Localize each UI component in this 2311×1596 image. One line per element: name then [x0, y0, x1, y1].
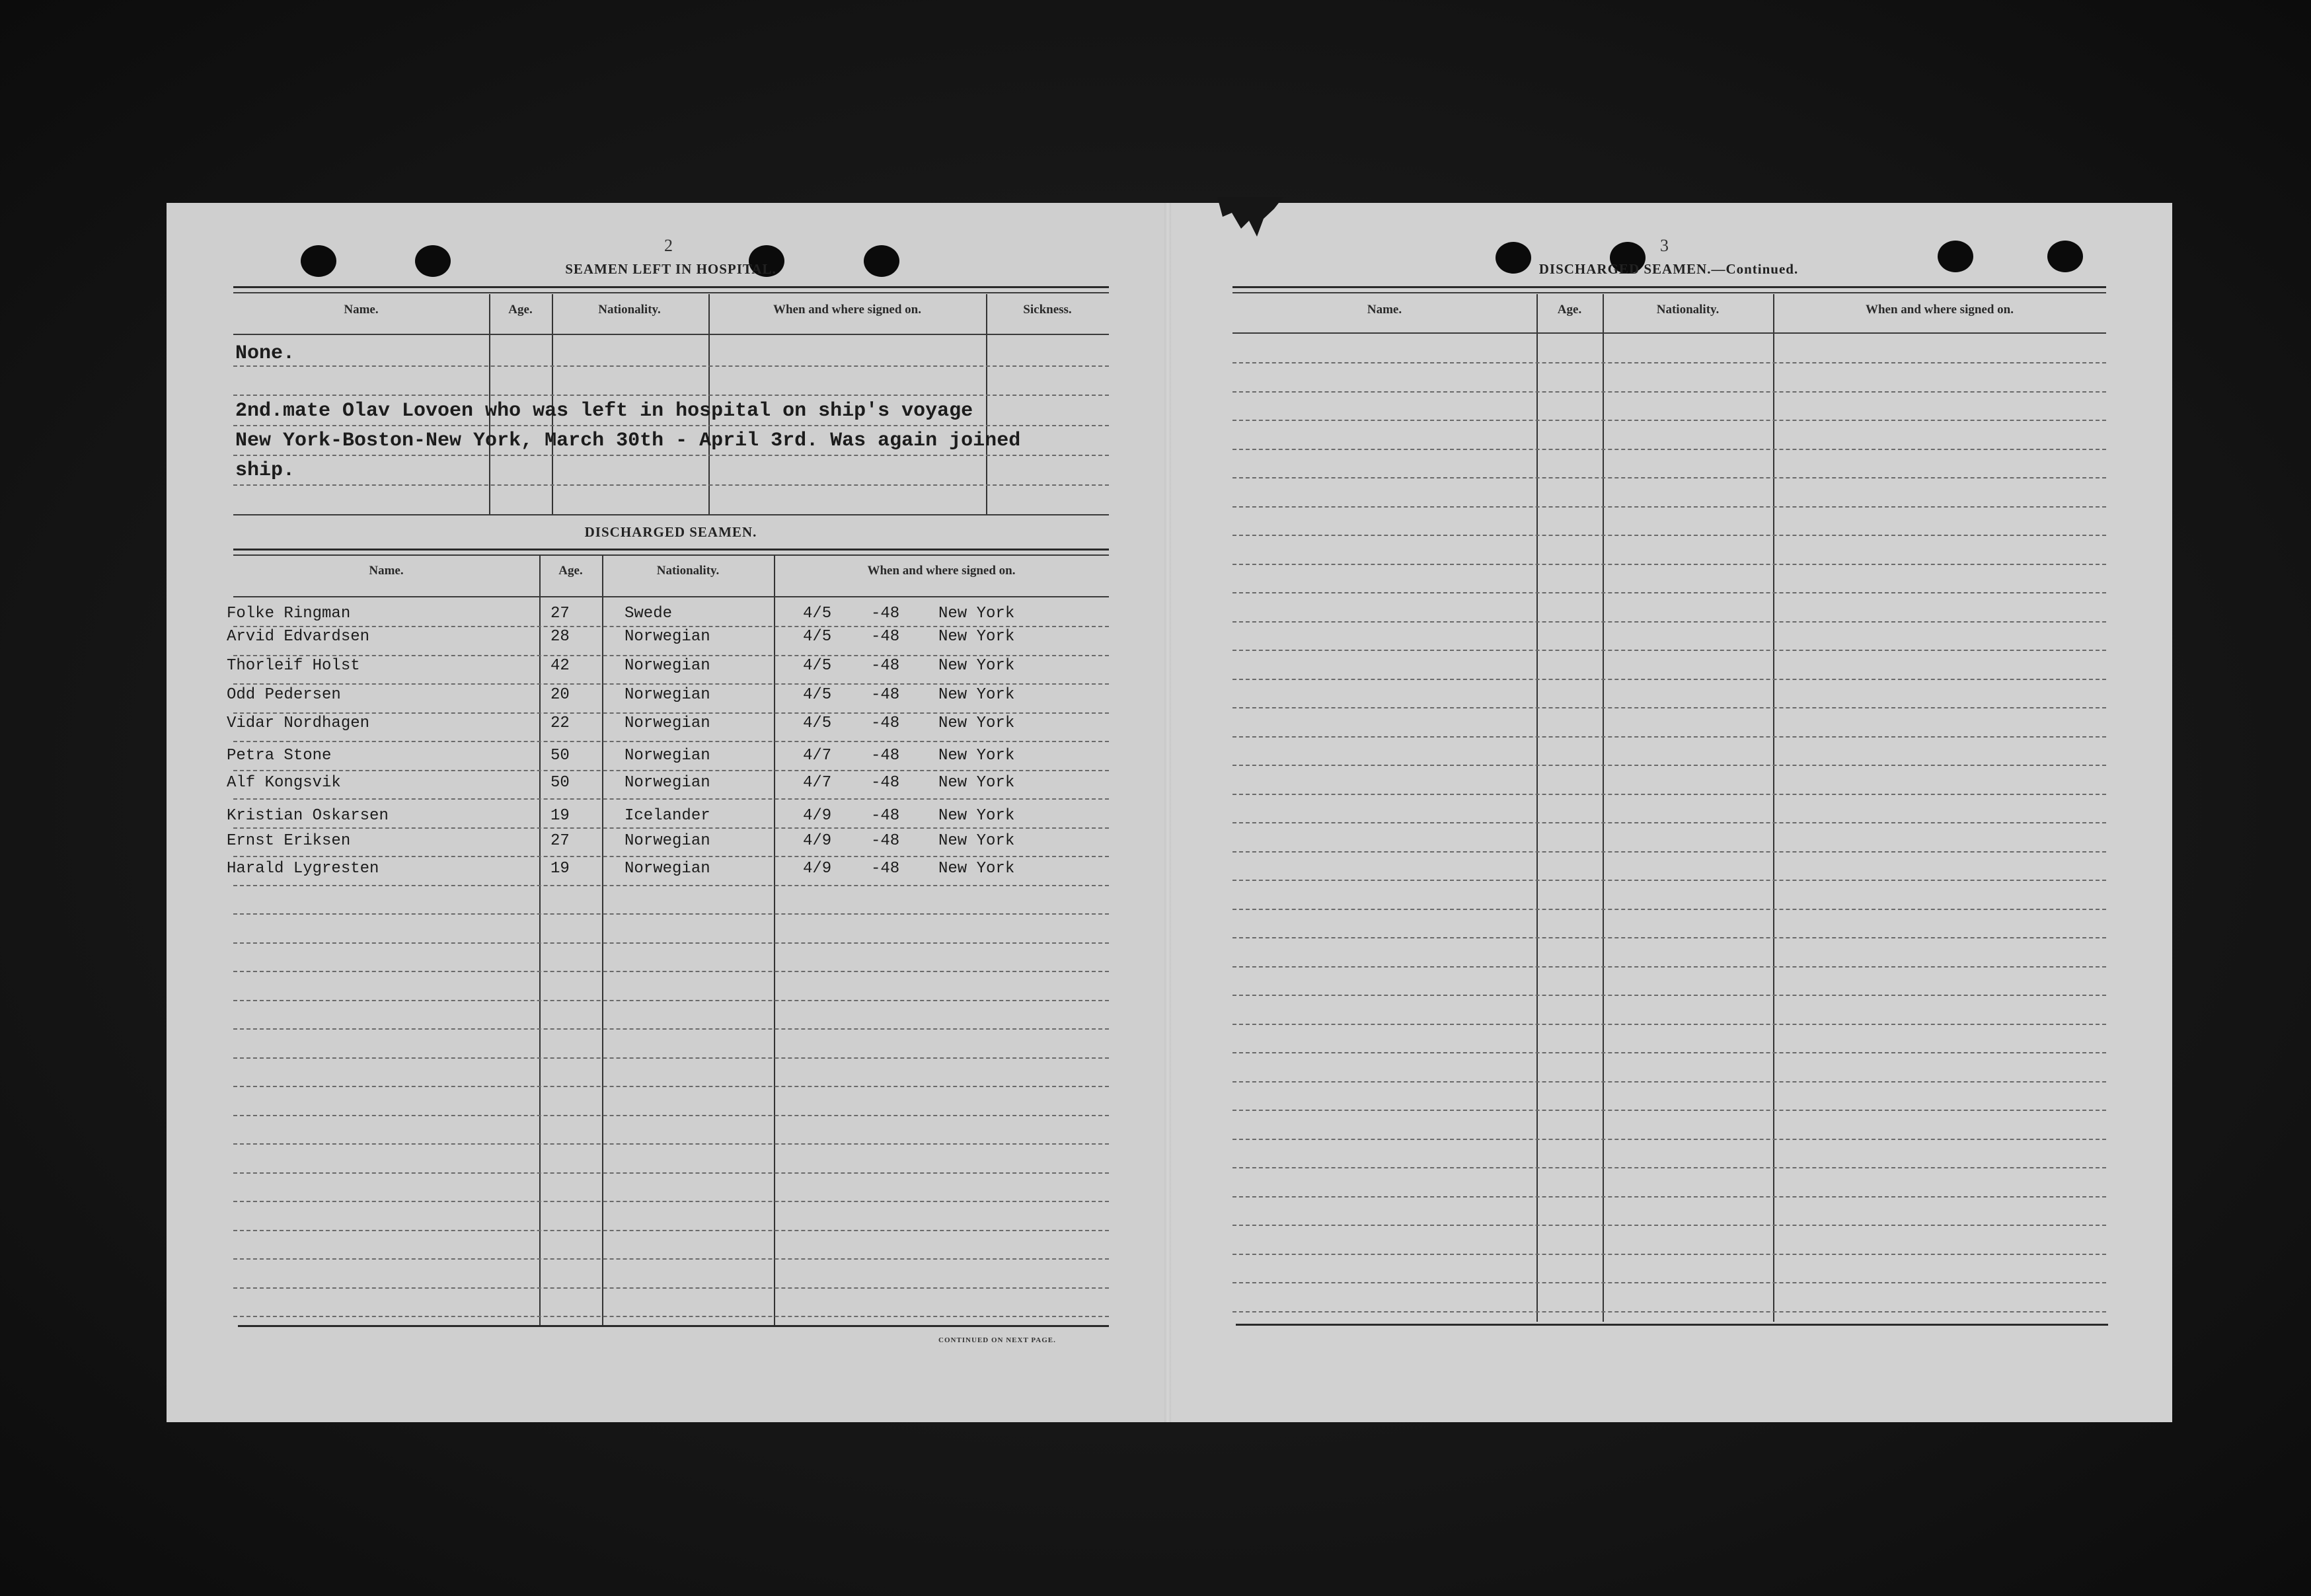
dotted-rule: [233, 1258, 1109, 1260]
dotted-rule: [1232, 1196, 2106, 1197]
dotted-rule: [233, 885, 1109, 886]
column-divider: [774, 555, 775, 1325]
seaman-name: Thorleif Holst: [227, 657, 360, 675]
punch-hole: [1938, 241, 1973, 272]
col-nationality-header: Nationality.: [1656, 303, 1720, 317]
hospital-entry: 2nd.mate Olav Lovoen who was left in hospital on ship's voyage: [235, 400, 973, 422]
col-signed-on-header: When and where signed on.: [773, 303, 921, 317]
rule: [233, 292, 1109, 293]
dotted-rule: [1232, 1254, 2106, 1255]
seaman-nationality: Norwegian: [625, 714, 710, 732]
dotted-rule: [233, 856, 1109, 857]
dotted-rule: [233, 712, 1109, 714]
rule: [233, 554, 1109, 556]
signed-on-date: 4/9: [803, 860, 832, 878]
col-age-header: Age.: [508, 303, 533, 317]
col-name-header: Name.: [344, 303, 379, 317]
dotted-rule: [1232, 995, 2106, 996]
signed-on-place: New York: [938, 714, 1015, 732]
dotted-rule: [233, 913, 1109, 915]
seaman-name: Folke Ringman: [227, 605, 351, 623]
dotted-rule: [1232, 650, 2106, 651]
seaman-name: Arvid Edvardsen: [227, 628, 370, 646]
dotted-rule: [233, 484, 1109, 486]
seaman-age: 27: [550, 605, 570, 623]
rule: [233, 334, 1109, 335]
signed-on-year: -48: [871, 686, 900, 704]
signed-on-place: New York: [938, 605, 1015, 623]
dotted-rule: [233, 798, 1109, 800]
seaman-age: 20: [550, 686, 570, 704]
signed-on-date: 4/9: [803, 832, 832, 850]
dotted-rule: [1232, 420, 2106, 421]
dotted-rule: [1232, 707, 2106, 708]
signed-on-year: -48: [871, 774, 900, 792]
signed-on-year: -48: [871, 714, 900, 732]
dotted-rule: [233, 1201, 1109, 1202]
seaman-age: 50: [550, 747, 570, 765]
column-divider: [602, 555, 603, 1325]
dotted-rule: [1232, 362, 2106, 363]
rule: [233, 514, 1109, 515]
discharged-section-title: DISCHARGED SEAMEN.: [584, 524, 757, 540]
signed-on-year: -48: [871, 628, 900, 646]
dotted-rule: [233, 626, 1109, 627]
dotted-rule: [1232, 736, 2106, 738]
seaman-age: 28: [550, 628, 570, 646]
signed-on-place: New York: [938, 686, 1015, 704]
dotted-rule: [1232, 1052, 2106, 1053]
dotted-rule: [1232, 449, 2106, 450]
col-nationality-header: Nationality.: [656, 564, 720, 578]
signed-on-year: -48: [871, 747, 900, 765]
dotted-rule: [1232, 966, 2106, 968]
dotted-rule: [1232, 909, 2106, 910]
seaman-age: 22: [550, 714, 570, 732]
dotted-rule: [1232, 1139, 2106, 1140]
page-number: 2: [664, 236, 673, 255]
signed-on-year: -48: [871, 832, 900, 850]
dotted-rule: [233, 1000, 1109, 1001]
rule: [1232, 286, 2106, 288]
col-name-header: Name.: [1367, 303, 1402, 317]
rule: [233, 549, 1109, 551]
page-fold: [1164, 203, 1171, 1422]
dotted-rule: [1232, 477, 2106, 478]
seaman-nationality: Icelander: [625, 807, 710, 825]
hospital-entry: None.: [235, 342, 295, 365]
dotted-rule: [233, 1115, 1109, 1116]
signed-on-place: New York: [938, 807, 1015, 825]
dotted-rule: [1232, 880, 2106, 881]
signed-on-date: 4/5: [803, 628, 832, 646]
punch-hole: [864, 245, 899, 277]
dotted-rule: [233, 1287, 1109, 1289]
dotted-rule: [233, 942, 1109, 944]
col-age-header: Age.: [558, 564, 583, 578]
dotted-rule: [233, 365, 1109, 367]
hospital-entry: New York-Boston-New York, March 30th - April 3rd. Was again joined: [235, 430, 1021, 452]
hospital-section-title: SEAMEN LEFT IN HOSPITAL.: [565, 261, 777, 277]
punch-hole: [415, 245, 451, 277]
dotted-rule: [233, 1143, 1109, 1145]
signed-on-place: New York: [938, 860, 1015, 878]
dotted-rule: [1232, 1081, 2106, 1083]
dotted-rule: [1232, 1282, 2106, 1283]
signed-on-place: New York: [938, 657, 1015, 675]
right-page: [1168, 203, 2172, 1422]
dotted-rule: [1232, 1167, 2106, 1168]
dotted-rule: [233, 683, 1109, 685]
dotted-rule: [1232, 391, 2106, 393]
seaman-nationality: Norwegian: [625, 774, 710, 792]
dotted-rule: [1232, 1311, 2106, 1312]
seaman-nationality: Swede: [625, 605, 673, 623]
continued-footer: CONTINUED ON NEXT PAGE.: [938, 1336, 1056, 1344]
signed-on-year: -48: [871, 860, 900, 878]
dotted-rule: [233, 1057, 1109, 1059]
seaman-name: Petra Stone: [227, 747, 332, 765]
signed-on-place: New York: [938, 774, 1015, 792]
signed-on-date: 4/7: [803, 747, 832, 765]
col-nationality-header: Nationality.: [598, 303, 661, 317]
seaman-age: 19: [550, 860, 570, 878]
dotted-rule: [1232, 535, 2106, 536]
dotted-rule: [1232, 1225, 2106, 1226]
seaman-nationality: Norwegian: [625, 747, 710, 765]
seaman-age: 42: [550, 657, 570, 675]
dotted-rule: [1232, 851, 2106, 853]
dotted-rule: [233, 1316, 1109, 1317]
discharged-continued-title: DISCHARGED SEAMEN.—Continued.: [1538, 261, 1799, 277]
seaman-name: Odd Pedersen: [227, 686, 341, 704]
seaman-nationality: Norwegian: [625, 628, 710, 646]
dotted-rule: [233, 770, 1109, 771]
seaman-name: Alf Kongsvik: [227, 774, 341, 792]
rule: [233, 286, 1109, 288]
signed-on-place: New York: [938, 747, 1015, 765]
signed-on-date: 4/5: [803, 686, 832, 704]
signed-on-date: 4/5: [803, 605, 832, 623]
dotted-rule: [1232, 564, 2106, 565]
seaman-name: Kristian Oskarsen: [227, 807, 389, 825]
dotted-rule: [1232, 621, 2106, 623]
hospital-entry: ship.: [235, 459, 295, 482]
seaman-name: Harald Lygresten: [227, 860, 379, 878]
signed-on-place: New York: [938, 628, 1015, 646]
dotted-rule: [233, 655, 1109, 656]
signed-on-date: 4/9: [803, 807, 832, 825]
seaman-nationality: Norwegian: [625, 657, 710, 675]
dotted-rule: [1232, 765, 2106, 766]
dotted-rule: [233, 1086, 1109, 1087]
dotted-rule: [233, 1230, 1109, 1231]
punch-hole: [2047, 241, 2083, 272]
rule: [233, 596, 1109, 597]
dotted-rule: [233, 1172, 1109, 1174]
col-signed-on-header: When and where signed on.: [867, 564, 1016, 578]
seaman-age: 19: [550, 807, 570, 825]
rule: [1232, 332, 2106, 334]
signed-on-date: 4/5: [803, 657, 832, 675]
rule: [238, 1325, 1109, 1327]
seaman-nationality: Norwegian: [625, 686, 710, 704]
dotted-rule: [1232, 822, 2106, 823]
dotted-rule: [233, 455, 1109, 456]
seaman-name: Ernst Eriksen: [227, 832, 351, 850]
signed-on-year: -48: [871, 807, 900, 825]
col-age-header: Age.: [1557, 303, 1582, 317]
rule: [1232, 292, 2106, 293]
dotted-rule: [233, 827, 1109, 829]
signed-on-place: New York: [938, 832, 1015, 850]
col-name-header: Name.: [369, 564, 404, 578]
dotted-rule: [1232, 1024, 2106, 1025]
dotted-rule: [1232, 679, 2106, 680]
dotted-rule: [233, 1028, 1109, 1030]
dotted-rule: [233, 971, 1109, 972]
signed-on-date: 4/5: [803, 714, 832, 732]
punch-hole: [301, 245, 336, 277]
column-divider: [539, 555, 541, 1325]
dotted-rule: [233, 425, 1109, 426]
seaman-nationality: Norwegian: [625, 860, 710, 878]
seaman-age: 27: [550, 832, 570, 850]
column-divider: [986, 294, 987, 515]
dotted-rule: [1232, 592, 2106, 593]
dotted-rule: [1232, 794, 2106, 795]
page-number: 3: [1660, 236, 1669, 255]
dotted-rule: [233, 395, 1109, 396]
signed-on-year: -48: [871, 605, 900, 623]
dotted-rule: [233, 741, 1109, 742]
seaman-nationality: Norwegian: [625, 832, 710, 850]
rule: [1236, 1324, 2108, 1326]
col-sickness-header: Sickness.: [1023, 303, 1072, 317]
col-signed-on-header: When and where signed on.: [1865, 303, 2014, 317]
signed-on-year: -48: [871, 657, 900, 675]
dotted-rule: [1232, 1110, 2106, 1111]
dotted-rule: [1232, 937, 2106, 938]
seaman-age: 50: [550, 774, 570, 792]
seaman-name: Vidar Nordhagen: [227, 714, 370, 732]
dotted-rule: [1232, 506, 2106, 508]
signed-on-date: 4/7: [803, 774, 832, 792]
